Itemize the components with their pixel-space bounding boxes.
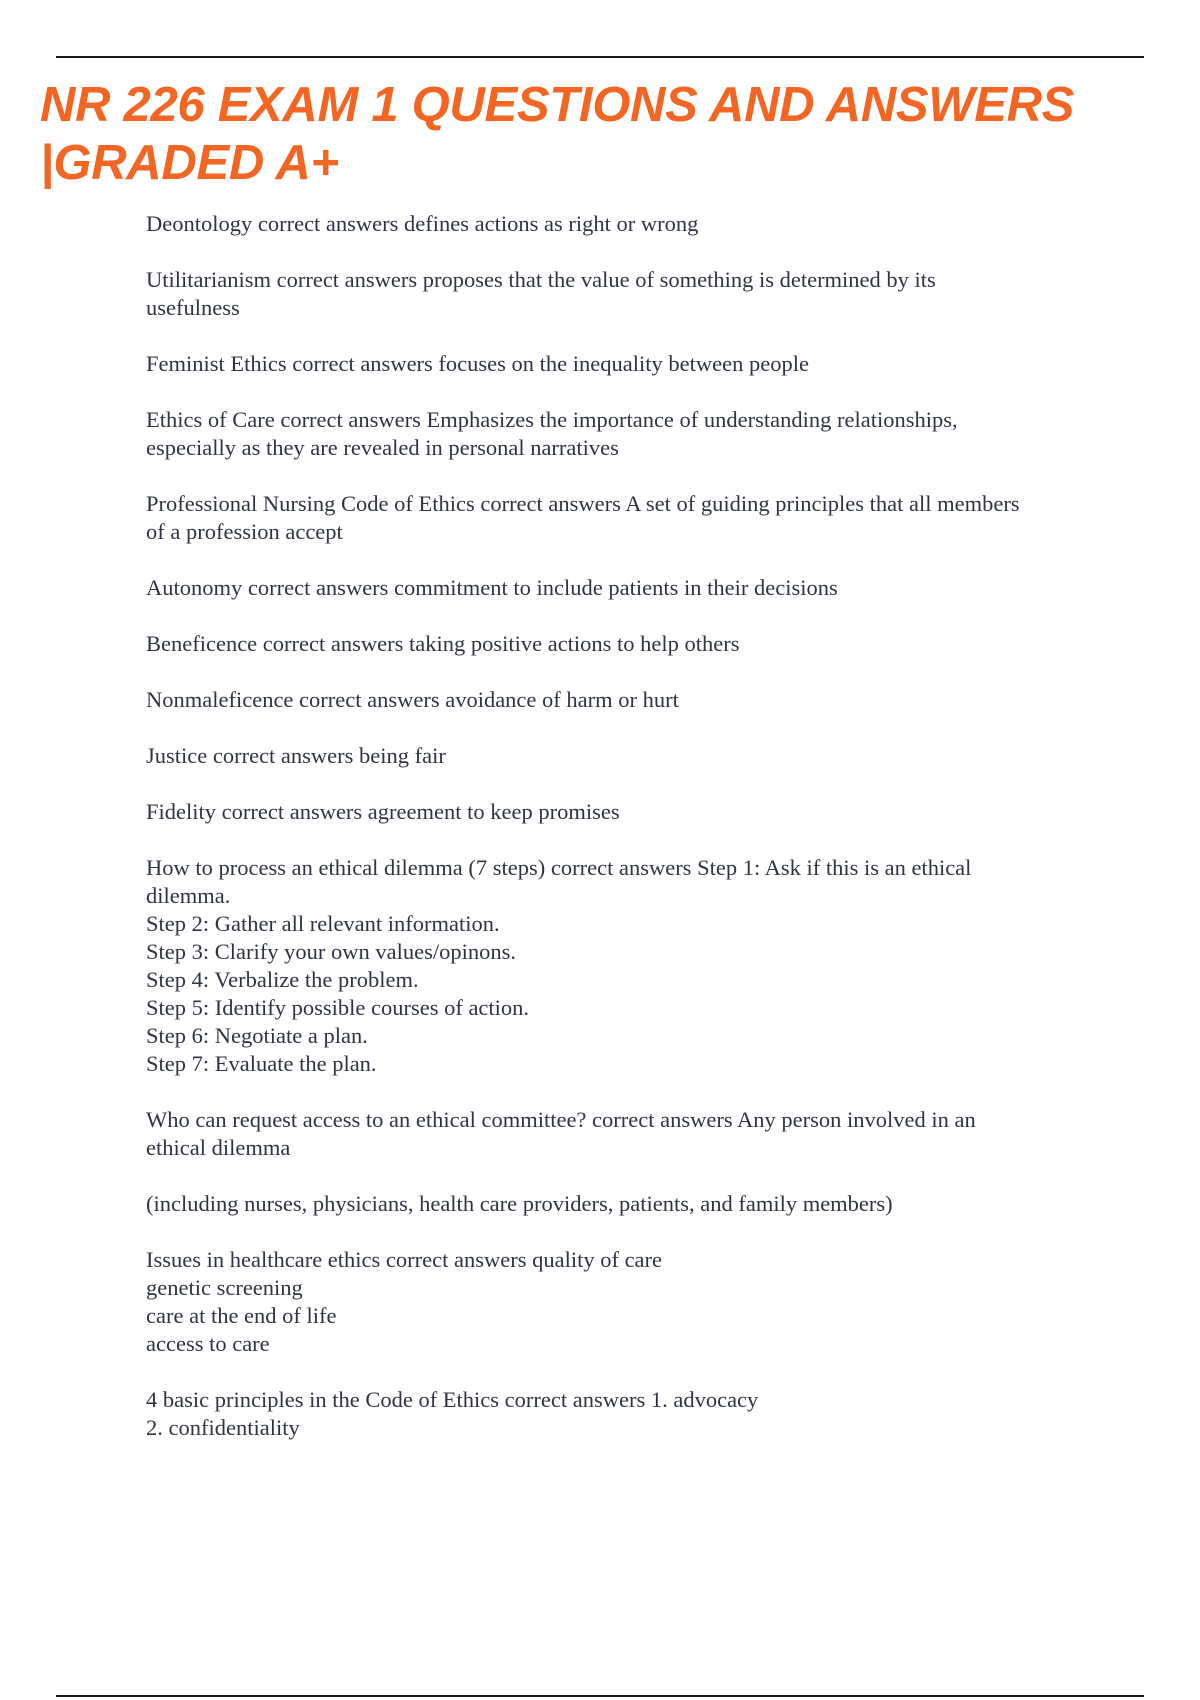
qa-item — [146, 1190, 1106, 1218]
qa-line: Step 3: Clarify your own values/opinons. — [146, 939, 516, 964]
qa-line: Professional Nursing Code of Ethics correct answers A set of guiding principles that all members — [146, 491, 1020, 516]
qa-item — [146, 686, 1106, 714]
qa-line: of a profession accept — [146, 519, 343, 544]
qa-item — [146, 1386, 1106, 1442]
qa-line: usefulness — [146, 295, 240, 320]
qa-item — [146, 1246, 1106, 1358]
title-line-1: NR 226 EXAM 1 QUESTIONS AND ANSWERS — [40, 78, 1075, 132]
qa-item — [146, 630, 1106, 658]
qa-item — [146, 490, 1106, 546]
qa-line: Deontology correct answers defines actions as right or wrong — [146, 211, 699, 236]
qa-line: care at the end of life — [146, 1303, 337, 1328]
qa-list — [146, 210, 1106, 1470]
qa-line: especially as they are revealed in personal narratives — [146, 435, 619, 460]
qa-line: Beneficence correct answers taking positive actions to help others — [146, 631, 740, 656]
qa-line: ethical dilemma — [146, 1135, 291, 1160]
qa-item — [146, 1106, 1106, 1162]
qa-line: Step 4: Verbalize the problem. — [146, 967, 419, 992]
document-title — [40, 76, 1150, 192]
qa-line: Utilitarianism correct answers proposes that the value of something is determined by its — [146, 267, 936, 292]
qa-item — [146, 406, 1106, 462]
qa-line: Nonmaleficence correct answers avoidance of harm or hurt — [146, 687, 679, 712]
qa-item — [146, 350, 1106, 378]
title-line-2: |GRADED A+ — [40, 136, 339, 190]
qa-line: 2. confidentiality — [146, 1415, 300, 1440]
qa-item — [146, 266, 1106, 322]
qa-line: access to care — [146, 1331, 270, 1356]
qa-line: Step 6: Negotiate a plan. — [146, 1023, 368, 1048]
qa-line: Fidelity correct answers agreement to keep promises — [146, 799, 620, 824]
qa-line: (including nurses, physicians, health care providers, patients, and family members) — [146, 1191, 893, 1216]
qa-item — [146, 742, 1106, 770]
qa-line: Issues in healthcare ethics correct answers quality of care — [146, 1247, 663, 1272]
qa-line: genetic screening — [146, 1275, 303, 1300]
qa-line: Step 2: Gather all relevant information. — [146, 911, 500, 936]
qa-line: dilemma. — [146, 883, 231, 908]
qa-item — [146, 574, 1106, 602]
qa-line: Who can request access to an ethical committee? correct answers Any person involved in an — [146, 1107, 976, 1132]
qa-line: Step 5: Identify possible courses of action. — [146, 995, 530, 1020]
qa-line: Justice correct answers being fair — [146, 743, 446, 768]
qa-line: Step 7: Evaluate the plan. — [146, 1051, 377, 1076]
qa-item — [146, 854, 1106, 1078]
qa-line: Ethics of Care correct answers Emphasizes the importance of understanding relationships, — [146, 407, 958, 432]
top-divider — [56, 56, 1144, 58]
bottom-divider — [56, 1695, 1144, 1697]
qa-line: Autonomy correct answers commitment to include patients in their decisions — [146, 575, 838, 600]
qa-item — [146, 210, 1106, 238]
qa-line: Feminist Ethics correct answers focuses on the inequality between people — [146, 351, 809, 376]
qa-item — [146, 798, 1106, 826]
qa-line: 4 basic principles in the Code of Ethics correct answers 1. advocacy — [146, 1387, 759, 1412]
qa-line: How to process an ethical dilemma (7 steps) correct answers Step 1: Ask if this is an ethical — [146, 855, 972, 880]
